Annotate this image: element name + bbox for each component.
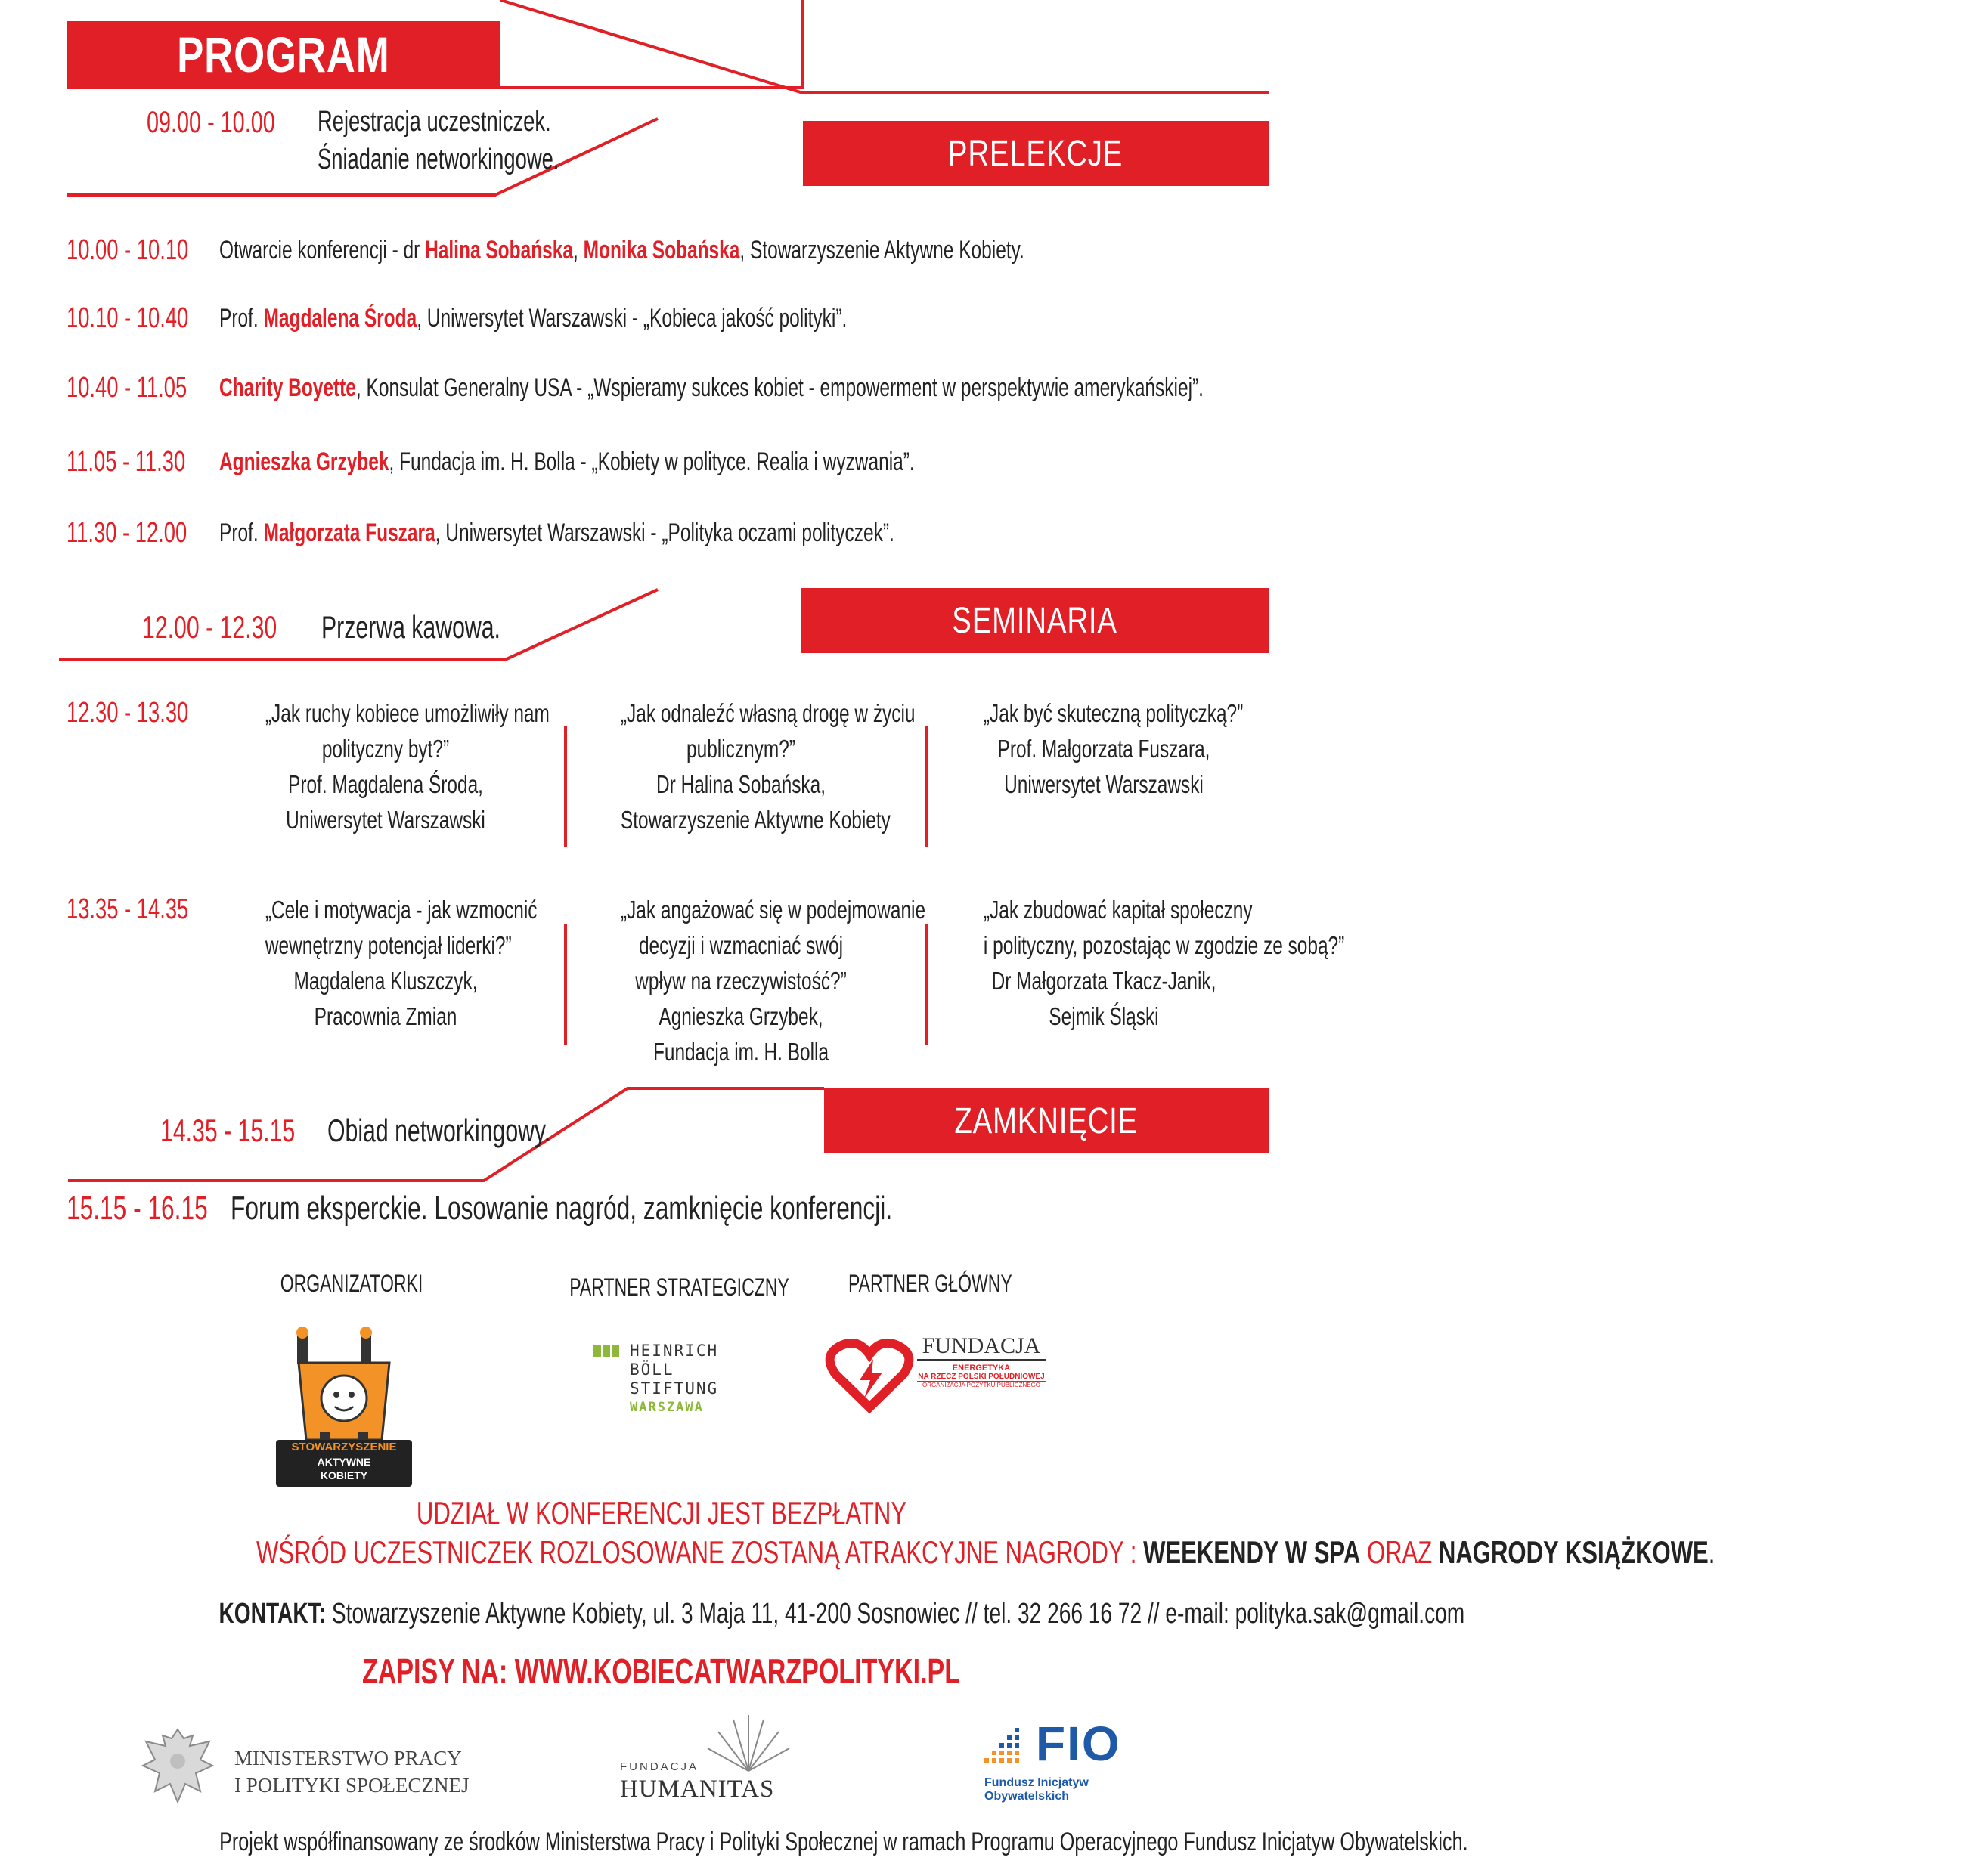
closing-label: Forum eksperckie. Losowanie nagród, zamknięcie konferencji. xyxy=(231,1190,893,1227)
ministry-line1: MINISTERSTWO PRACY xyxy=(234,1747,462,1769)
speaker-name: Magdalena Środa xyxy=(263,304,417,333)
seminar-line: Dr Małgorzata Tkacz-Janik, xyxy=(991,967,1216,995)
prelekcje-band xyxy=(803,121,1269,186)
seminar-cell xyxy=(941,695,1266,802)
seminar-line: publicznym?” xyxy=(686,735,795,763)
seminar-line: Fundacja im. H. Bolla xyxy=(652,1038,829,1066)
lecture-pre: Otwarcie konferencji - dr xyxy=(219,236,426,265)
footer-text: Projekt współfinansowany ze środków Ministerstwa Pracy i Polityki Społecznej w ramach Programu Operacyjnego Fundusz Inicjatyw Obywatelskich. xyxy=(219,1828,1468,1856)
signup-link[interactable]: ZAPISY NA: WWW.KOBIECATWARZPOLITYKI.PL xyxy=(362,1652,961,1691)
heart-bolt-icon xyxy=(828,1338,911,1413)
sak-mascot-icon xyxy=(276,1327,412,1455)
lecture-text xyxy=(219,447,915,477)
prizes-line xyxy=(0,1534,1715,1571)
seminar-line: Sejmik Śląski xyxy=(1049,1002,1159,1030)
fio-small2: Obywatelskich xyxy=(984,1790,1070,1803)
registration-line1: Rejestracja uczestniczek. xyxy=(318,106,551,138)
boll-mark-icon xyxy=(593,1345,619,1357)
speaker-name: Halina Sobańska xyxy=(425,236,574,265)
seminar-cell xyxy=(223,892,548,1034)
lecture-text xyxy=(219,373,1204,403)
prize-books: NAGRODY KSIĄŻKOWE xyxy=(1438,1534,1709,1570)
seminaria-band xyxy=(801,588,1269,653)
free-participation xyxy=(0,1495,1323,1531)
lecture-time: 11.30 - 12.00 xyxy=(67,517,187,549)
seminar-line: wpływ na rzeczywistość?” xyxy=(635,967,847,995)
speaker-name: Agnieszka Grzybek xyxy=(219,447,389,476)
registration-line2: Śniadanie networkingowe. xyxy=(318,144,559,175)
lecture-time: 10.10 - 10.40 xyxy=(67,302,189,334)
lecture-post: , Stowarzyszenie Aktywne Kobiety. xyxy=(739,236,1024,265)
ministry-line2: I POLITYKI SPOŁECZNEJ xyxy=(234,1774,470,1797)
contact-inner xyxy=(218,1598,1464,1630)
strategic-partner-label: PARTNER STRATEGICZNY xyxy=(569,1274,789,1301)
seminar-cell xyxy=(223,695,548,837)
seminar-line: Pracownia Zmian xyxy=(314,1002,457,1030)
lecture-post: , Uniwersytet Warszawski - „Kobieca jakość polityki”. xyxy=(417,304,848,333)
fundacja-line2: NA RZECZ POLSKI POŁUDNIOWEJ xyxy=(918,1373,1045,1381)
humanitas-logo xyxy=(620,1712,801,1810)
coffee-time: 12.00 - 12.30 xyxy=(142,609,277,645)
seminar-divider xyxy=(564,924,567,1045)
seminar-line: i polityczny, pozostając w zgodzie ze sobą?” xyxy=(983,931,1345,959)
program-band xyxy=(67,21,500,88)
fundacja-title: FUNDACJA xyxy=(917,1333,1046,1361)
seminar-line: polityczny byt?” xyxy=(321,735,450,763)
contact-text: Stowarzyszenie Aktywne Kobiety, ul. 3 Maja 11, 41-200 Sosnowiec // tel. 32 266 16 72 // e-mail: polityka.sak@gmail.com xyxy=(331,1598,1465,1630)
contact-line xyxy=(0,1598,1465,1630)
seminar-divider xyxy=(925,726,928,847)
seminar-line: Prof. Magdalena Środa, xyxy=(288,770,483,798)
seminar-line: „Jak zbudować kapitał społeczny xyxy=(983,896,1253,924)
seminar-cell xyxy=(941,892,1345,1034)
lecture-time: 11.05 - 11.30 xyxy=(67,446,186,478)
fio-logo xyxy=(983,1716,1164,1806)
lecture-post: , Uniwersytet Warszawski - „Polityka oczami polityczek”. xyxy=(435,519,894,547)
eagle-emblem-icon xyxy=(140,1723,215,1806)
seminar-time: 13.35 - 14.35 xyxy=(67,893,189,925)
contact-label: KONTAKT: xyxy=(218,1598,327,1630)
seminar-line: Uniwersytet Warszawski xyxy=(1004,770,1204,798)
main-partner-label: PARTNER GŁÓWNY xyxy=(848,1270,1012,1297)
free-line-text: UDZIAŁ W KONFERENCJI JEST BEZPŁATNY xyxy=(416,1495,907,1531)
boll-line1: HEINRICH xyxy=(630,1342,719,1360)
prizes-intro: WŚRÓD UCZESTNICZEK ROZLOSOWANE ZOSTANĄ ATRAKCYJNE NAGRODY : xyxy=(256,1534,1137,1570)
seminar-divider xyxy=(564,726,567,847)
lecture-pre: Prof. xyxy=(219,519,264,547)
closing-time: 15.15 - 16.15 xyxy=(67,1190,208,1227)
seminar-divider xyxy=(925,924,928,1045)
program-label: PROGRAM xyxy=(177,26,390,82)
seminar-line: wewnętrzny potencjał liderki?” xyxy=(265,931,512,959)
seminar-line: decyzji i wzmacniać swój xyxy=(638,931,844,959)
fio-small1: Fundusz Inicjatyw xyxy=(984,1776,1089,1789)
seminar-line: Agnieszka Grzybek, xyxy=(659,1002,823,1030)
lecture-text xyxy=(219,236,1024,265)
lecture-text xyxy=(219,519,894,548)
speaker-name: Charity Boyette xyxy=(219,373,356,402)
sak-logo-line1: STOWARZYSZENIE xyxy=(291,1441,397,1453)
sak-logo-line2: AKTYWNE xyxy=(317,1456,371,1468)
boll-logo xyxy=(593,1342,760,1432)
footer-note xyxy=(0,1828,1468,1857)
prize-weekend: WEEKENDY W SPA xyxy=(1143,1534,1361,1570)
speaker-name: Małgorzata Fuszara xyxy=(263,519,435,547)
seminar-line: Prof. Małgorzata Fuszara, xyxy=(997,735,1210,763)
seminar-line: Stowarzyszenie Aktywne Kobiety xyxy=(620,806,891,834)
seminar-time: 12.30 - 13.30 xyxy=(67,697,189,729)
fundacja-logo xyxy=(828,1330,1055,1413)
fundacja-line1: ENERGETYKA xyxy=(952,1364,1011,1373)
prelekcje-label: PRELEKCJE xyxy=(948,133,1123,174)
zamkniecie-band xyxy=(824,1088,1269,1153)
humanitas-big: HUMANITAS xyxy=(620,1775,775,1803)
sak-logo xyxy=(276,1327,412,1489)
seminar-cell xyxy=(578,695,916,837)
signup-line[interactable] xyxy=(0,1651,1323,1692)
lecture-post: , Fundacja im. H. Bolla - „Kobiety w polityce. Realia i wyzwania”. xyxy=(389,447,915,476)
ministry-logo xyxy=(140,1723,488,1814)
boll-line3: STIFTUNG xyxy=(630,1379,719,1398)
seminar-line: „Jak być skuteczną polityczką?” xyxy=(983,699,1244,727)
lecture-text xyxy=(219,304,847,333)
lecture-pre: Prof. xyxy=(219,304,264,333)
lecture-sep: , xyxy=(573,236,584,265)
humanitas-small: FUNDACJA xyxy=(620,1760,699,1773)
boll-line4: WARSZAWA xyxy=(630,1400,704,1415)
sak-logo-line3: KOBIETY xyxy=(320,1469,368,1481)
lecture-post: , Konsulat Generalny USA - „Wspieramy sukces kobiet - empowerment w perspektywie amerykańskiej”. xyxy=(355,373,1204,402)
seminar-line: Magdalena Kluszczyk, xyxy=(293,967,478,995)
seminar-line: „Cele i motywacja - jak wzmocnić xyxy=(265,896,538,924)
lecture-time: 10.40 - 11.05 xyxy=(67,372,187,404)
speaker-name: Monika Sobańska xyxy=(583,236,740,265)
registration-time: 09.00 - 10.00 xyxy=(147,106,275,139)
boll-line2: BÖLL xyxy=(630,1361,674,1379)
seminar-line: Uniwersytet Warszawski xyxy=(286,806,485,834)
seminaria-label: SEMINARIA xyxy=(952,600,1118,641)
seminar-line: „Jak ruchy kobiece umożliwiły nam xyxy=(265,699,550,727)
prizes-line-inner: WŚRÓD UCZESTNICZEK ROZLOSOWANE ZOSTANĄ ATRAKCYJNE NAGRODY : WEEKENDY W SPA ORAZ NAGRODY KSIĄŻKOWE. xyxy=(256,1534,1715,1570)
prize-or: ORAZ xyxy=(1366,1534,1433,1570)
lunch-label: Obiad networkingowy. xyxy=(327,1113,551,1148)
coffee-label: Przerwa kawowa. xyxy=(321,609,500,645)
seminar-line: „Jak odnaleźć własną drogę w życiu xyxy=(620,699,916,727)
fio-dots-icon xyxy=(983,1723,1028,1769)
zamkniecie-label: ZAMKNIĘCIE xyxy=(954,1101,1139,1141)
fundacja-line3: ORGANIZACJA POŻYTKU PUBLICZNEGO xyxy=(917,1381,1046,1388)
seminar-line: „Jak angażować się w podejmowanie xyxy=(620,896,926,924)
lecture-time: 10.00 - 10.10 xyxy=(67,234,189,266)
fio-big: FIO xyxy=(1036,1717,1121,1771)
organizers-label: ORGANIZATORKI xyxy=(280,1270,423,1297)
seminar-cell xyxy=(578,892,926,1070)
seminar-line: Dr Halina Sobańska, xyxy=(656,770,826,798)
lunch-time: 14.35 - 15.15 xyxy=(160,1113,296,1148)
humanitas-rays-icon xyxy=(703,1712,794,1772)
